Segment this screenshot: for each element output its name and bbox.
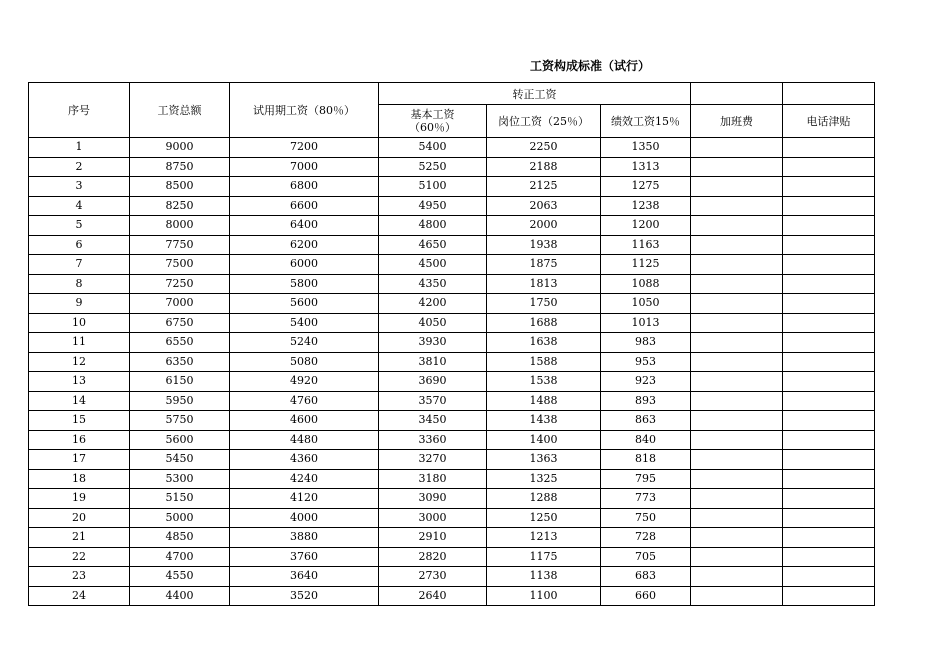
table-row (29, 586, 875, 606)
cell-basic[interactable]: 4350 (379, 274, 487, 294)
cell-performance[interactable]: 1163 (601, 235, 691, 255)
cell-overtime[interactable] (691, 235, 783, 255)
header-position[interactable]: 岗位工资（25％） (487, 105, 601, 138)
cell-position[interactable]: 1438 (487, 411, 601, 431)
cell-performance[interactable]: 923 (601, 372, 691, 392)
cell-total[interactable]: 6150 (130, 372, 230, 392)
table-row (29, 352, 875, 372)
cell-total[interactable]: 4850 (130, 528, 230, 548)
header-blank-cell[interactable] (691, 83, 783, 105)
cell-total[interactable]: 8750 (130, 157, 230, 177)
cell-overtime[interactable] (691, 430, 783, 450)
cell-position[interactable]: 1638 (487, 333, 601, 353)
table-row (29, 255, 875, 275)
cell-basic[interactable]: 4050 (379, 313, 487, 333)
cell-basic[interactable]: 3270 (379, 450, 487, 470)
cell-position[interactable]: 1325 (487, 469, 601, 489)
cell-probation[interactable]: 6800 (230, 177, 379, 197)
cell-total[interactable]: 4700 (130, 547, 230, 567)
cell-overtime[interactable] (691, 333, 783, 353)
cell-position[interactable]: 1100 (487, 586, 601, 606)
cell-overtime[interactable] (691, 196, 783, 216)
cell-phone[interactable] (783, 352, 875, 372)
header-seq[interactable]: 序号 (29, 83, 130, 138)
cell-probation[interactable]: 7000 (230, 157, 379, 177)
table-row (29, 216, 875, 236)
cell-probation[interactable]: 6400 (230, 216, 379, 236)
cell-probation[interactable]: 3760 (230, 547, 379, 567)
table-row (29, 333, 875, 353)
header-basic-line1: 基本工资 (410, 108, 455, 121)
cell-overtime[interactable] (691, 547, 783, 567)
cell-seq[interactable]: 6 (29, 235, 130, 255)
cell-total[interactable]: 5950 (130, 391, 230, 411)
cell-position[interactable]: 2000 (487, 216, 601, 236)
cell-probation[interactable]: 5600 (230, 294, 379, 314)
cell-total[interactable]: 5300 (130, 469, 230, 489)
table-row (29, 177, 875, 197)
cell-seq[interactable]: 17 (29, 450, 130, 470)
cell-position[interactable]: 1400 (487, 430, 601, 450)
cell-phone[interactable] (783, 255, 875, 275)
cell-position[interactable]: 2125 (487, 177, 601, 197)
table-row (29, 430, 875, 450)
cell-seq[interactable]: 4 (29, 196, 130, 216)
cell-position[interactable]: 2063 (487, 196, 601, 216)
table-row (29, 235, 875, 255)
table-row (29, 411, 875, 431)
cell-probation[interactable]: 3520 (230, 586, 379, 606)
cell-overtime[interactable] (691, 489, 783, 509)
header-regular-group[interactable]: 转正工资 (379, 83, 691, 105)
cell-overtime[interactable] (691, 255, 783, 275)
cell-phone[interactable] (783, 391, 875, 411)
cell-basic[interactable]: 5100 (379, 177, 487, 197)
cell-performance[interactable]: 840 (601, 430, 691, 450)
cell-performance[interactable]: 953 (601, 352, 691, 372)
cell-position[interactable]: 2188 (487, 157, 601, 177)
cell-total[interactable]: 6350 (130, 352, 230, 372)
table-row (29, 547, 875, 567)
cell-total[interactable]: 9000 (130, 138, 230, 158)
cell-position[interactable]: 1138 (487, 567, 601, 587)
cell-basic[interactable]: 4800 (379, 216, 487, 236)
cell-seq[interactable]: 3 (29, 177, 130, 197)
cell-position[interactable]: 1938 (487, 235, 601, 255)
cell-position[interactable]: 1288 (487, 489, 601, 509)
header-basic-line2: （60％） (409, 121, 456, 134)
cell-phone[interactable] (783, 489, 875, 509)
header-performance[interactable]: 绩效工资15％ (601, 105, 691, 138)
table-row (29, 196, 875, 216)
cell-total[interactable]: 6750 (130, 313, 230, 333)
cell-position[interactable]: 1213 (487, 528, 601, 548)
cell-seq[interactable]: 19 (29, 489, 130, 509)
cell-overtime[interactable] (691, 586, 783, 606)
cell-basic[interactable]: 3000 (379, 508, 487, 528)
cell-phone[interactable] (783, 450, 875, 470)
cell-phone[interactable] (783, 274, 875, 294)
cell-basic[interactable]: 3930 (379, 333, 487, 353)
cell-seq[interactable]: 9 (29, 294, 130, 314)
cell-probation[interactable]: 4240 (230, 469, 379, 489)
cell-seq[interactable]: 13 (29, 372, 130, 392)
cell-performance[interactable]: 863 (601, 411, 691, 431)
cell-performance[interactable]: 1200 (601, 216, 691, 236)
table-row (29, 508, 875, 528)
cell-probation[interactable]: 4600 (230, 411, 379, 431)
cell-performance[interactable]: 818 (601, 450, 691, 470)
cell-total[interactable]: 8500 (130, 177, 230, 197)
cell-performance[interactable]: 1313 (601, 157, 691, 177)
cell-phone[interactable] (783, 567, 875, 587)
cell-basic[interactable]: 5250 (379, 157, 487, 177)
cell-basic[interactable]: 3090 (379, 489, 487, 509)
cell-phone[interactable] (783, 138, 875, 158)
cell-overtime[interactable] (691, 216, 783, 236)
cell-probation[interactable]: 3640 (230, 567, 379, 587)
header-blank-cell[interactable] (783, 83, 875, 105)
cell-performance[interactable]: 773 (601, 489, 691, 509)
cell-overtime[interactable] (691, 138, 783, 158)
cell-overtime[interactable] (691, 469, 783, 489)
cell-total[interactable]: 5150 (130, 489, 230, 509)
cell-seq[interactable]: 14 (29, 391, 130, 411)
cell-seq[interactable]: 5 (29, 216, 130, 236)
cell-total[interactable]: 7500 (130, 255, 230, 275)
cell-phone[interactable] (783, 333, 875, 353)
table-row (29, 469, 875, 489)
cell-performance[interactable]: 1275 (601, 177, 691, 197)
cell-basic[interactable]: 3570 (379, 391, 487, 411)
cell-seq[interactable]: 10 (29, 313, 130, 333)
header-row-top (29, 83, 875, 105)
table-row (29, 489, 875, 509)
cell-phone[interactable] (783, 547, 875, 567)
header-phone[interactable]: 电话津贴 (783, 105, 875, 138)
cell-phone[interactable] (783, 508, 875, 528)
cell-overtime[interactable] (691, 450, 783, 470)
cell-performance[interactable]: 728 (601, 528, 691, 548)
cell-seq[interactable]: 15 (29, 411, 130, 431)
header-overtime[interactable]: 加班费 (691, 105, 783, 138)
cell-performance[interactable]: 683 (601, 567, 691, 587)
table-row (29, 313, 875, 333)
cell-basic[interactable]: 4500 (379, 255, 487, 275)
cell-probation[interactable]: 4480 (230, 430, 379, 450)
table-row (29, 372, 875, 392)
cell-phone[interactable] (783, 177, 875, 197)
cell-overtime[interactable] (691, 313, 783, 333)
cell-probation[interactable]: 4760 (230, 391, 379, 411)
cell-seq[interactable]: 2 (29, 157, 130, 177)
table-row (29, 274, 875, 294)
cell-total[interactable]: 6550 (130, 333, 230, 353)
cell-phone[interactable] (783, 216, 875, 236)
cell-overtime[interactable] (691, 294, 783, 314)
cell-basic[interactable]: 2820 (379, 547, 487, 567)
cell-seq[interactable]: 22 (29, 547, 130, 567)
cell-overtime[interactable] (691, 352, 783, 372)
table-body (29, 138, 875, 606)
cell-phone[interactable] (783, 313, 875, 333)
cell-probation[interactable]: 4360 (230, 450, 379, 470)
cell-total[interactable]: 5600 (130, 430, 230, 450)
cell-phone[interactable] (783, 372, 875, 392)
cell-phone[interactable] (783, 196, 875, 216)
cell-performance[interactable]: 705 (601, 547, 691, 567)
cell-probation[interactable]: 3880 (230, 528, 379, 548)
cell-probation[interactable]: 5800 (230, 274, 379, 294)
table-row (29, 157, 875, 177)
cell-phone[interactable] (783, 430, 875, 450)
header-basic[interactable] (379, 105, 487, 138)
cell-overtime[interactable] (691, 567, 783, 587)
cell-phone[interactable] (783, 411, 875, 431)
cell-performance[interactable]: 1238 (601, 196, 691, 216)
cell-basic[interactable]: 3180 (379, 469, 487, 489)
cell-overtime[interactable] (691, 157, 783, 177)
cell-basic[interactable]: 4650 (379, 235, 487, 255)
cell-probation[interactable]: 4120 (230, 489, 379, 509)
cell-total[interactable]: 7750 (130, 235, 230, 255)
cell-total[interactable]: 8250 (130, 196, 230, 216)
salary-table (28, 82, 875, 606)
cell-overtime[interactable] (691, 391, 783, 411)
cell-total[interactable]: 5000 (130, 508, 230, 528)
cell-performance[interactable]: 983 (601, 333, 691, 353)
cell-total[interactable]: 7250 (130, 274, 230, 294)
cell-seq[interactable]: 16 (29, 430, 130, 450)
cell-overtime[interactable] (691, 372, 783, 392)
cell-probation[interactable]: 6600 (230, 196, 379, 216)
cell-basic[interactable]: 3810 (379, 352, 487, 372)
cell-total[interactable]: 5750 (130, 411, 230, 431)
table-row (29, 391, 875, 411)
table-row (29, 138, 875, 158)
table-row (29, 450, 875, 470)
cell-basic[interactable]: 3360 (379, 430, 487, 450)
cell-performance[interactable]: 1050 (601, 294, 691, 314)
cell-phone[interactable] (783, 294, 875, 314)
cell-position[interactable]: 1875 (487, 255, 601, 275)
cell-seq[interactable]: 8 (29, 274, 130, 294)
cell-position[interactable]: 2250 (487, 138, 601, 158)
cell-phone[interactable] (783, 157, 875, 177)
cell-probation[interactable]: 4920 (230, 372, 379, 392)
cell-total[interactable]: 4400 (130, 586, 230, 606)
cell-seq[interactable]: 1 (29, 138, 130, 158)
cell-position[interactable]: 1175 (487, 547, 601, 567)
cell-probation[interactable]: 4000 (230, 508, 379, 528)
cell-overtime[interactable] (691, 528, 783, 548)
cell-overtime[interactable] (691, 508, 783, 528)
cell-basic[interactable]: 3450 (379, 411, 487, 431)
cell-seq[interactable]: 18 (29, 469, 130, 489)
cell-performance[interactable]: 1350 (601, 138, 691, 158)
cell-overtime[interactable] (691, 274, 783, 294)
table-row (29, 528, 875, 548)
cell-probation[interactable]: 5240 (230, 333, 379, 353)
cell-basic[interactable]: 4950 (379, 196, 487, 216)
cell-performance[interactable]: 893 (601, 391, 691, 411)
cell-probation[interactable]: 6200 (230, 235, 379, 255)
cell-seq[interactable]: 21 (29, 528, 130, 548)
cell-basic[interactable]: 2730 (379, 567, 487, 587)
cell-position[interactable]: 1688 (487, 313, 601, 333)
cell-phone[interactable] (783, 469, 875, 489)
cell-probation[interactable]: 5400 (230, 313, 379, 333)
cell-performance[interactable]: 1013 (601, 313, 691, 333)
cell-seq[interactable]: 12 (29, 352, 130, 372)
cell-phone[interactable] (783, 235, 875, 255)
cell-position[interactable]: 1538 (487, 372, 601, 392)
cell-basic[interactable]: 5400 (379, 138, 487, 158)
cell-phone[interactable] (783, 586, 875, 606)
cell-total[interactable]: 4550 (130, 567, 230, 587)
cell-total[interactable]: 7000 (130, 294, 230, 314)
cell-position[interactable]: 1750 (487, 294, 601, 314)
cell-probation[interactable]: 7200 (230, 138, 379, 158)
cell-basic[interactable]: 2910 (379, 528, 487, 548)
cell-seq[interactable]: 23 (29, 567, 130, 587)
cell-performance[interactable]: 1088 (601, 274, 691, 294)
cell-total[interactable]: 8000 (130, 216, 230, 236)
cell-seq[interactable]: 7 (29, 255, 130, 275)
table-row (29, 294, 875, 314)
cell-performance[interactable]: 1125 (601, 255, 691, 275)
cell-seq[interactable]: 24 (29, 586, 130, 606)
cell-basic[interactable]: 2640 (379, 586, 487, 606)
cell-performance[interactable]: 795 (601, 469, 691, 489)
cell-position[interactable]: 1813 (487, 274, 601, 294)
cell-basic[interactable]: 3690 (379, 372, 487, 392)
cell-phone[interactable] (783, 528, 875, 548)
cell-probation[interactable]: 6000 (230, 255, 379, 275)
cell-performance[interactable]: 660 (601, 586, 691, 606)
cell-total[interactable]: 5450 (130, 450, 230, 470)
table-row (29, 567, 875, 587)
cell-seq[interactable]: 11 (29, 333, 130, 353)
cell-overtime[interactable] (691, 411, 783, 431)
cell-position[interactable]: 1488 (487, 391, 601, 411)
header-total[interactable]: 工资总额 (130, 83, 230, 138)
cell-position[interactable]: 1588 (487, 352, 601, 372)
cell-seq[interactable]: 20 (29, 508, 130, 528)
header-probation[interactable]: 试用期工资（80％） (230, 83, 379, 138)
cell-position[interactable]: 1250 (487, 508, 601, 528)
cell-position[interactable]: 1363 (487, 450, 601, 470)
cell-overtime[interactable] (691, 177, 783, 197)
cell-performance[interactable]: 750 (601, 508, 691, 528)
cell-basic[interactable]: 4200 (379, 294, 487, 314)
cell-probation[interactable]: 5080 (230, 352, 379, 372)
sheet-title: 工资构成标准（试行） (529, 59, 650, 73)
